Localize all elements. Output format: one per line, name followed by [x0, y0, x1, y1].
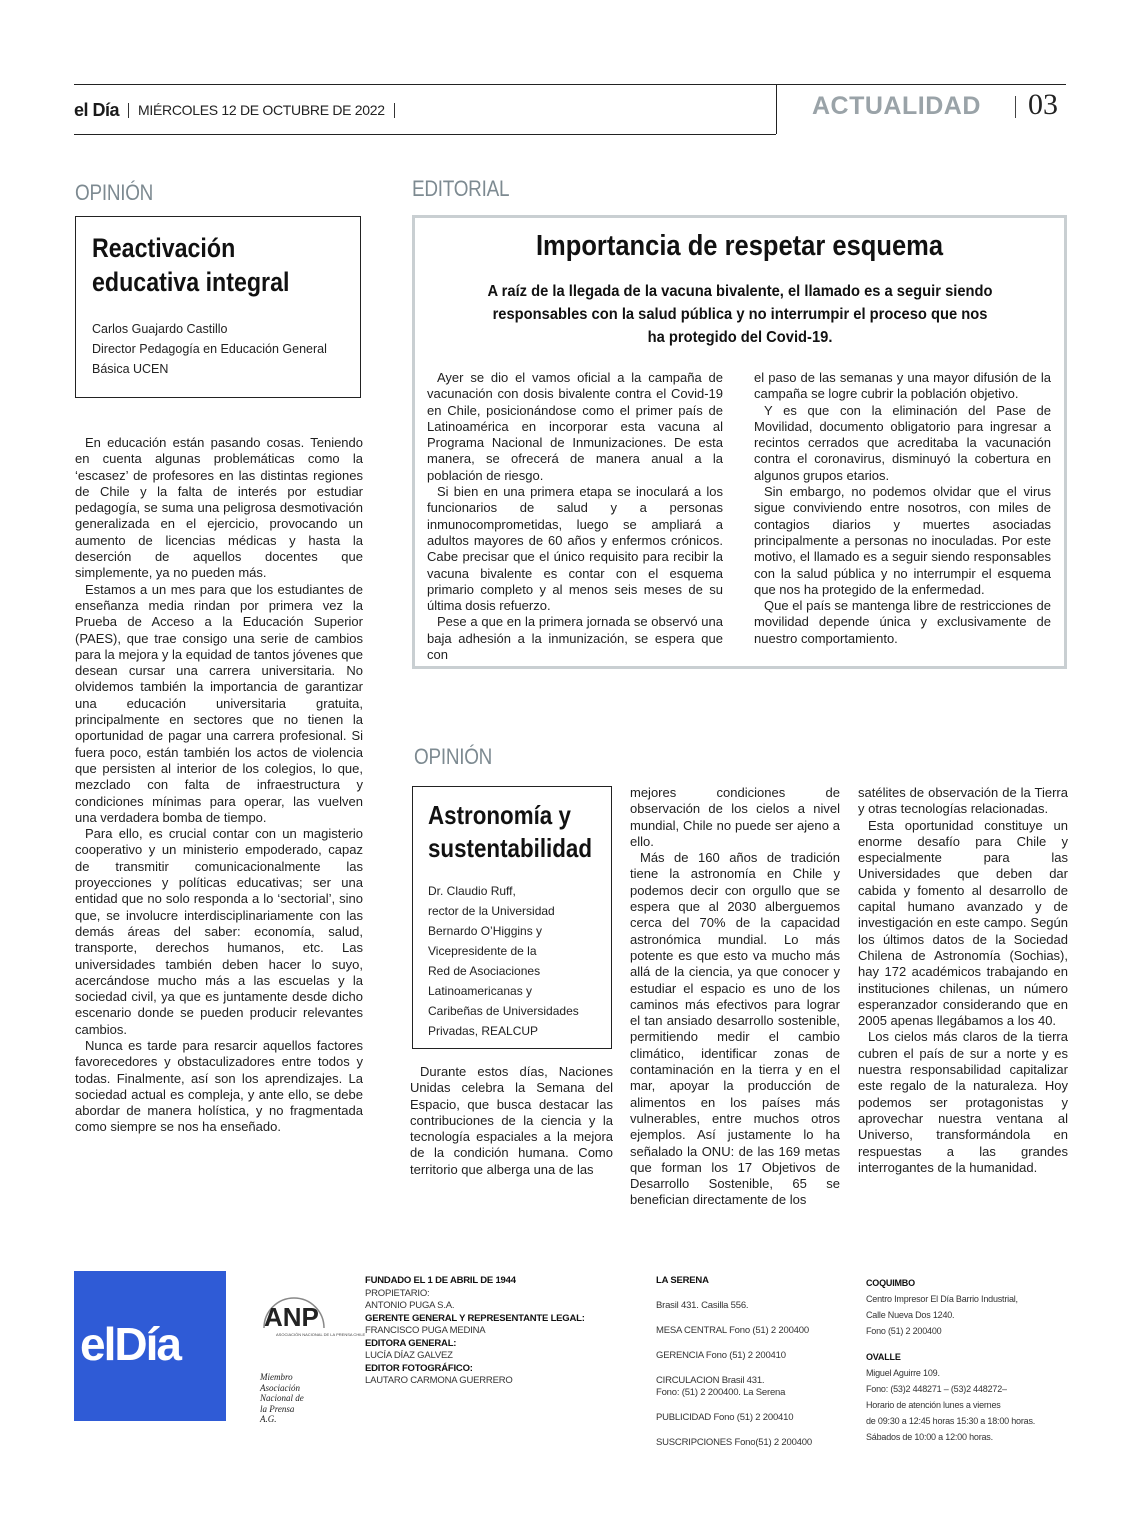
author-line: Latinoamericanas y: [428, 984, 533, 998]
opinion2-column-3: [858, 785, 1068, 1176]
paragraph: Nunca es tarde para resarcir aquellos factores favorecedores y obstaculizadores entre todos y todas. Finalmente, así son los aprendizajes. La sociedad actual es compleja, y ante ello, se debe abordar de manera holística, y no fragmentada como siempre se nos ha enseñado.: [75, 1037, 363, 1135]
contact-line: CIRCULACION Brasil 431.: [656, 1375, 765, 1386]
contact-line: Brasil 431. Casilla 556.: [656, 1300, 749, 1311]
opinion2-column-1: [410, 1064, 613, 1178]
anp-logo: [262, 1298, 366, 1355]
opinion-kicker: OPINIÓN: [75, 180, 154, 205]
article-title: [92, 231, 343, 299]
paragraph: Pese a que en la primera jornada se observó una baja adhesión a la inmunización, se espera que con: [427, 614, 723, 663]
contact-line: Fono (51) 2 200400: [866, 1326, 942, 1336]
contact-line: Miguel Aguirre 109.: [866, 1368, 940, 1378]
contact-line: PUBLICIDAD Fono (51) 2 200410: [656, 1412, 794, 1423]
eldia-logo: [74, 1271, 226, 1421]
contact-line: GERENCIA Fono (51) 2 200410: [656, 1350, 786, 1361]
founded-line: FUNDADO EL 1 DE ABRIL DE 1944: [365, 1275, 516, 1286]
caption-line: Asociación: [260, 1382, 300, 1393]
author-info: [428, 881, 596, 1041]
author-line: Director Pedagogía en Educación General: [92, 342, 327, 356]
issue-date: MIÉRCOLES 12 DE OCTUBRE DE 2022: [138, 102, 385, 118]
paragraph: Y es que con la eliminación del Pase de Movilidad, documento obligatorio para ingresar a recintos cerrados que acreditaba la vacunación contra el coronavirus, disminuyó la cobertura en algunos grupos etarios.: [754, 402, 1051, 483]
paragraph: Los cielos más claros de la tierra cubren el país de sur a norte y es nuestra responsabilidad capitalizar este regalo de la naturaleza. Hoy podemos ser protagonistas y aprovechar nuestra ventana al Universo, transformándola en respuestas a las grandes interrogantes de la humanidad.: [858, 1029, 1068, 1175]
contact-line: Horario de atención lunes a viernes: [866, 1400, 1001, 1410]
la-serena-contacts: [656, 1275, 846, 1449]
title-line: Reactivación: [92, 233, 236, 263]
paragraph: Durante estos días, Naciones Unidas celebra la Semana del Espacio, que busca destacar las contribuciones de la ciencia y la tecnología espaciales a la mejora de la condición humana. Como territorio que alberga una de las: [410, 1064, 613, 1177]
title-line: educativa integral: [92, 267, 290, 297]
opinion-kicker: OPINIÓN: [414, 744, 493, 769]
author-line: Bernardo O’Higgins y: [428, 924, 543, 938]
brand-name: el Día: [74, 99, 120, 120]
logo-text: elDía: [80, 1318, 180, 1370]
header-bottom-rule: [74, 134, 776, 135]
author-line: Carlos Guajardo Castillo: [92, 322, 228, 336]
page-number: 03: [1028, 88, 1058, 121]
manager-value: FRANCISCO PUGA MEDINA: [365, 1325, 486, 1336]
header-vertical-rule: [776, 84, 777, 134]
author-line: Básica UCEN: [92, 362, 169, 376]
contact-line: Sábados de 10:00 a 12:00 horas.: [866, 1432, 993, 1442]
paragraph: Para ello, es crucial contar con un magisterio cooperativo y un ministerio empoderado, capaz de transmitir comunicacionalmente las proyecciones y políticas educativas; ser una entidad que no solo responda a lo ‘sectorial’, sino que, se involucre interdisciplinariamente con las demás áreas del saber: economía, salud, transporte, derechos humanos, etc. Las universidades también deben hacer lo suyo, acercándose mucho más a las escuelas y la sociedad civil, ya que es juntamente desde dicho escenario donde se pueden producir relevantes cambios.: [75, 826, 363, 1037]
paragraph: Ayer se dio el vamos oficial a la campaña de vacunación con dosis bivalente contra el Covid-19 en Chile, posicionándose como el primer país de Latinoamérica en incorporar esta vacuna al Programa Nacional de Inmunizaciones. De esta manera, se ofrecerá de manera anual a la población de riesgo.: [427, 370, 723, 483]
photo-editor-value: LAUTARO CARMONA GUERRERO: [365, 1375, 513, 1386]
anp-caption: [260, 1372, 304, 1425]
manager-label: GERENTE GENERAL Y REPRESENTANTE LEGAL:: [365, 1312, 585, 1324]
author-line: Dr. Claudio Ruff,: [428, 884, 516, 898]
caption-line: la Prensa: [260, 1403, 295, 1414]
paragraph: mejores condiciones de observación de los cielos a nivel mundial, Chile no puede ser ajeno a ello.: [630, 785, 840, 849]
paragraph: En educación están pasando cosas. Teniendo en cuenta algunas problemáticas como la ‘escasez’ de profesores en las distintas regiones de Chile y la falta de interés por estudiar pedagogía, se suma una peligrosa desmotivación generalizada en el ejercicio, provocando un aumento de licencias médicas y hasta la deserción de aquellos docentes que simplemente, ya no pueden más.: [75, 435, 363, 581]
paragraph: el paso de las semanas y una mayor difusión de la campaña se logre cubrir la población objetivo.: [754, 370, 1051, 402]
staff-credits: [365, 1275, 625, 1388]
office-title: LA SERENA: [656, 1275, 709, 1286]
author-line: Red de Asociaciones: [428, 964, 541, 978]
paragraph: satélites de observación de la Tierra y otras tecnologías relacionadas.: [858, 785, 1068, 817]
paragraph: Sin embargo, no podemos olvidar que el virus sigue conviviendo entre nosotros, con miles de contagios diarios y muertes asociadas principalmente a personas no inoculadas. Por este motivo, el llamado es a seguir siendo responsables con la salud pública y no interrumpir el esquema que nos ha protegido de la enfermedad.: [754, 484, 1051, 597]
article-title: [428, 799, 596, 865]
contact-line: Centro Impresor El Día Barrio Industrial,: [866, 1294, 1018, 1304]
paragraph: Más de 160 años de tradición tiene la astronomía en Chile y podemos decir con orgullo que se espera que al 2030 alberguemos cerca del 70% de la capacidad astronómica mundial. Lo más potente es que esto va mucho más allá de la ciencia, ya que conocer y estudiar el espacio es uno de los caminos más efectivos para lograr el tan ansiado desarrollo sostenible, permitiendo medir el cambio climático, identificar zonas de contaminación en la tierra y en el mar, apoyar la producción de alimentos en los países más vulnerables, entre muchos otros ejemplos. Así justamente lo ha señalado la ONU: de las 169 metas que forman los 17 Objetivos de Desarrollo Sostenible, 65 se benefician directamente de los: [630, 850, 840, 1208]
paragraph: Esta oportunidad constituye un enorme desafío para Chile y especialmente para las Universidades que deben dar cabida y fomento al desarrollo de capital humano avanzado y de investigación en este campo. Según los últimos datos de la Sociedad Chilena de Astronomía (Sochias), hay 172 académicos trabajando en instituciones chilenas, un número esperanzador considerando que en 2005 apenas llegábamos a los 40.: [858, 817, 1068, 1029]
editorial-box: [412, 215, 1067, 669]
regional-contacts: [866, 1275, 1066, 1445]
anp-emblem-icon: [262, 1298, 366, 1350]
opinion-title-box: [412, 786, 612, 1049]
paragraph: Que el país se mantenga libre de restricciones de movilidad depende única y exclusivamente de nuestro comportamiento.: [754, 598, 1051, 646]
header-divider: [128, 103, 129, 118]
title-line: sustentabilidad: [428, 833, 593, 863]
contact-line: de 09:30 a 12:45 horas 15:30 a 18:00 horas.: [866, 1416, 1036, 1426]
section-name: ACTUALIDAD: [812, 92, 981, 120]
contact-line: Fono: (53)2 448271 – (53)2 448272–: [866, 1384, 1007, 1394]
opinion-body: [75, 435, 363, 1136]
header-divider: [394, 103, 395, 118]
author-line: Vicepresidente de la: [428, 944, 537, 958]
editorial-column-2: [754, 370, 1051, 647]
header-masthead: [74, 98, 404, 122]
contact-line: MESA CENTRAL Fono (51) 2 200400: [656, 1325, 809, 1336]
caption-line: Nacional de: [260, 1393, 304, 1403]
photo-editor-label: EDITOR FOTOGRÁFICO:: [365, 1362, 473, 1374]
paragraph: Estamos a un mes para que los estudiantes de enseñanza media rindan por primera vez la Prueba de Acceso a la Educación Superior (PAES), que trae consigo una serie de cambios para la mejora y la equidad de tantos jóvenes que desean cursar una carrera universitaria. No olvidemos también la importancia de garantizar una educación universitaria gratuita, principalmente en sectores que no tienen la oportunidad de pagar una carrera profesional. Si fuera poco, están también los actos de violencia que persisten al interior de los colegios, lo que, mezclado con falta de infraestructura y condiciones mínimas para operar, las vuelven una verdadera bomba de tiempo.: [75, 581, 363, 825]
editorial-title: Importancia de respetar esquema: [535, 230, 944, 262]
contact-line: Fono: (51) 2 200400. La Serena: [656, 1387, 786, 1398]
header-divider: [1015, 96, 1016, 118]
office-title: OVALLE: [866, 1352, 901, 1362]
author-line: Caribeñas de Universidades: [428, 1004, 579, 1018]
editorial-lead: A raíz de la llegada de la vacuna bivalente, el llamado es a seguir siendo responsables con la salud pública y no interrumpir el proceso que nos ha protegido del Covid-19.: [487, 283, 993, 346]
editor-label: EDITORA GENERAL:: [365, 1337, 457, 1349]
author-line: rector de la Universidad: [428, 904, 555, 918]
author-info: [92, 319, 344, 379]
author-line: Privadas, REALCUP: [428, 1024, 539, 1038]
header-top-rule: [74, 84, 1066, 85]
caption-line: A.G.: [260, 1414, 277, 1424]
opinion-title-box: [75, 216, 361, 398]
opinion2-column-2: [630, 785, 840, 1209]
contact-line: SUSCRIPCIONES Fono(51) 2 200400: [656, 1437, 812, 1448]
paragraph: Si bien en una primera etapa se inoculará a los funcionarios de salud y a personas inmunocomprometidas, luego se ampliará a adultos mayores de 60 años y enfermos crónicos. Cabe precisar que el único requisito para recibir la vacuna bivalente es contar con el esquema primario completo y al menos seis meses de su última dosis refuerzo.: [427, 484, 723, 614]
contact-line: Calle Nueva Dos 1240.: [866, 1310, 955, 1320]
owner-label: PROPIETARIO:: [365, 1287, 430, 1299]
office-title: COQUIMBO: [866, 1278, 915, 1288]
editorial-kicker: EDITORIAL: [412, 176, 510, 201]
editor-value: LUCÍA DÍAZ GALVEZ: [365, 1350, 453, 1361]
owner-value: ANTONIO PUGA S.A.: [365, 1300, 455, 1311]
caption-line: Miembro: [260, 1372, 293, 1382]
anp-letters: ANP: [264, 1302, 319, 1332]
title-line: Astronomía y: [428, 800, 571, 830]
anp-small-text: ASOCIACIÓN NACIONAL DE LA PRENSA CHILE: [276, 1332, 366, 1337]
editorial-column-1: [427, 370, 723, 663]
